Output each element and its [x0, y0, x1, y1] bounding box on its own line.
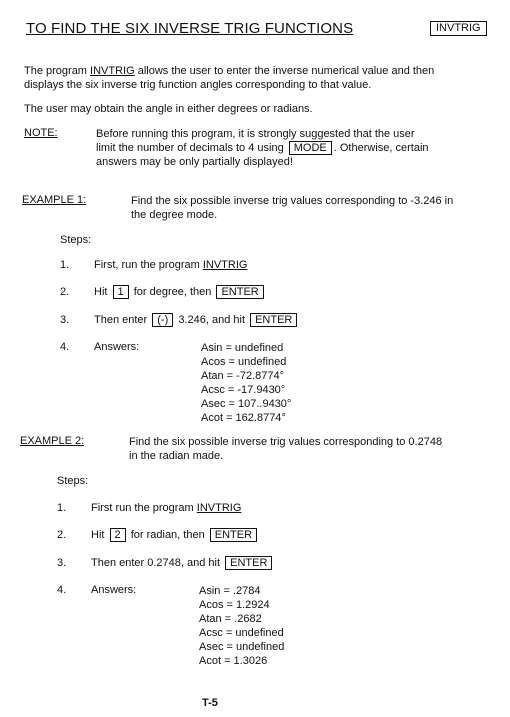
- answer-line: Asec = 107..9430°: [201, 398, 292, 410]
- answer-line: Acsc = -17.9430°: [201, 384, 286, 396]
- ex2-step-3-text-pre: Then enter 0.2748, and hit: [91, 557, 221, 569]
- answer-line: Atan = .2682: [199, 613, 262, 625]
- program-key-box: INVTRIG: [430, 21, 487, 36]
- ex2-program-name: INVTRIG: [196, 502, 242, 514]
- example-2-description: [129, 435, 442, 463]
- ex1-step-1: [94, 259, 247, 271]
- ex2-step-2-number: 2.: [57, 529, 67, 541]
- ex1-answers-label: Answers:: [94, 341, 140, 353]
- answer-line: Asec = undefined: [199, 641, 285, 653]
- note-line-1: Before running this program, it is strongly suggested that the user: [96, 128, 415, 140]
- page-number: T-5: [202, 697, 218, 709]
- ex2-step-1: [91, 502, 241, 514]
- ex1-answers-list: [201, 341, 291, 425]
- ex1-step-1-text: First, run the program: [94, 259, 203, 271]
- example-1-steps-label: Steps:: [60, 234, 92, 246]
- example-2-desc-line-1: Find the six possible inverse trig values corresponding to 0.2748: [129, 436, 443, 448]
- ex1-step-4-number: 4.: [60, 341, 70, 353]
- example-2-desc-line-2: in the radian made.: [129, 450, 224, 462]
- note-line-2-pre: limit the number of decimals to 4 using: [96, 142, 284, 154]
- enter-key: ENTER: [210, 528, 257, 542]
- ex2-step-1-number: 1.: [57, 502, 67, 514]
- example-1-label: EXAMPLE 1:: [22, 194, 87, 206]
- ex2-step-3-number: 3.: [57, 557, 67, 569]
- ex1-step-3-text-pre: Then enter: [94, 314, 148, 326]
- enter-key: ENTER: [250, 313, 297, 327]
- key-1: 1: [113, 285, 129, 299]
- ex2-step-2-text-mid: for radian, then: [130, 529, 205, 541]
- ex1-step-2: [94, 285, 266, 299]
- answer-line: Acos = undefined: [201, 356, 287, 368]
- example-1-desc-line-1: Find the six possible inverse trig values corresponding to -3.246 in: [131, 195, 454, 207]
- note-label: NOTE:: [24, 127, 58, 139]
- intro-text-pre: The program: [24, 65, 91, 77]
- answer-line: Asin = .2784: [199, 585, 261, 597]
- ex2-step-1-text: First run the program: [91, 502, 197, 514]
- ex1-step-3: [94, 313, 299, 327]
- answer-line: Acot = 162.8774°: [201, 412, 286, 424]
- ex1-step-1-number: 1.: [60, 259, 70, 271]
- ex1-step-2-number: 2.: [60, 286, 70, 298]
- page-title: TO FIND THE SIX INVERSE TRIG FUNCTIONS: [26, 20, 354, 37]
- mode-key: MODE: [289, 141, 332, 155]
- example-1-description: [131, 194, 453, 222]
- ex2-answers-label: Answers:: [91, 584, 137, 596]
- example-2-label: EXAMPLE 2:: [20, 435, 85, 447]
- ex1-program-name: INVTRIG: [202, 259, 248, 271]
- example-1-desc-line-2: the degree mode.: [131, 209, 218, 221]
- enter-key: ENTER: [225, 556, 272, 570]
- program-name: INVTRIG: [90, 65, 135, 77]
- note-line-3: answers may be only partially displayed!: [96, 156, 293, 168]
- ex2-step-2: [91, 528, 259, 542]
- ex1-step-3-number: 3.: [60, 314, 70, 326]
- intro-text-line2: displays the six inverse trig function angles corresponding to that value.: [24, 79, 372, 91]
- ex1-step-3-text-mid: 3.246, and hit: [178, 314, 245, 326]
- answer-line: Atan = -72.8774°: [201, 370, 284, 382]
- intro-paragraph: [24, 64, 494, 92]
- note-line-2-post: . Otherwise, certain: [333, 142, 429, 154]
- ex1-step-2-text-mid: for degree, then: [133, 286, 212, 298]
- answer-line: Asin = undefined: [201, 342, 284, 354]
- note-body: [96, 127, 429, 169]
- example-2-steps-label: Steps:: [57, 475, 89, 487]
- answer-line: Acot = 1.3026: [199, 655, 268, 667]
- answer-line: Acsc = undefined: [199, 627, 284, 639]
- ex2-answers-list: [199, 584, 284, 668]
- ex2-step-2-text-pre: Hit: [91, 529, 105, 541]
- ex1-step-2-text-pre: Hit: [94, 286, 108, 298]
- intro-text-post: allows the user to enter the inverse numerical value and then: [134, 65, 435, 77]
- enter-key: ENTER: [216, 285, 263, 299]
- answer-line: Acos = 1.2924: [199, 599, 270, 611]
- ex2-step-4-number: 4.: [57, 584, 67, 596]
- key-2: 2: [110, 528, 126, 542]
- negative-key: (-): [152, 313, 173, 327]
- ex2-step-3: [91, 556, 274, 570]
- intro-paragraph-2: The user may obtain the angle in either degrees or radians.: [24, 103, 313, 115]
